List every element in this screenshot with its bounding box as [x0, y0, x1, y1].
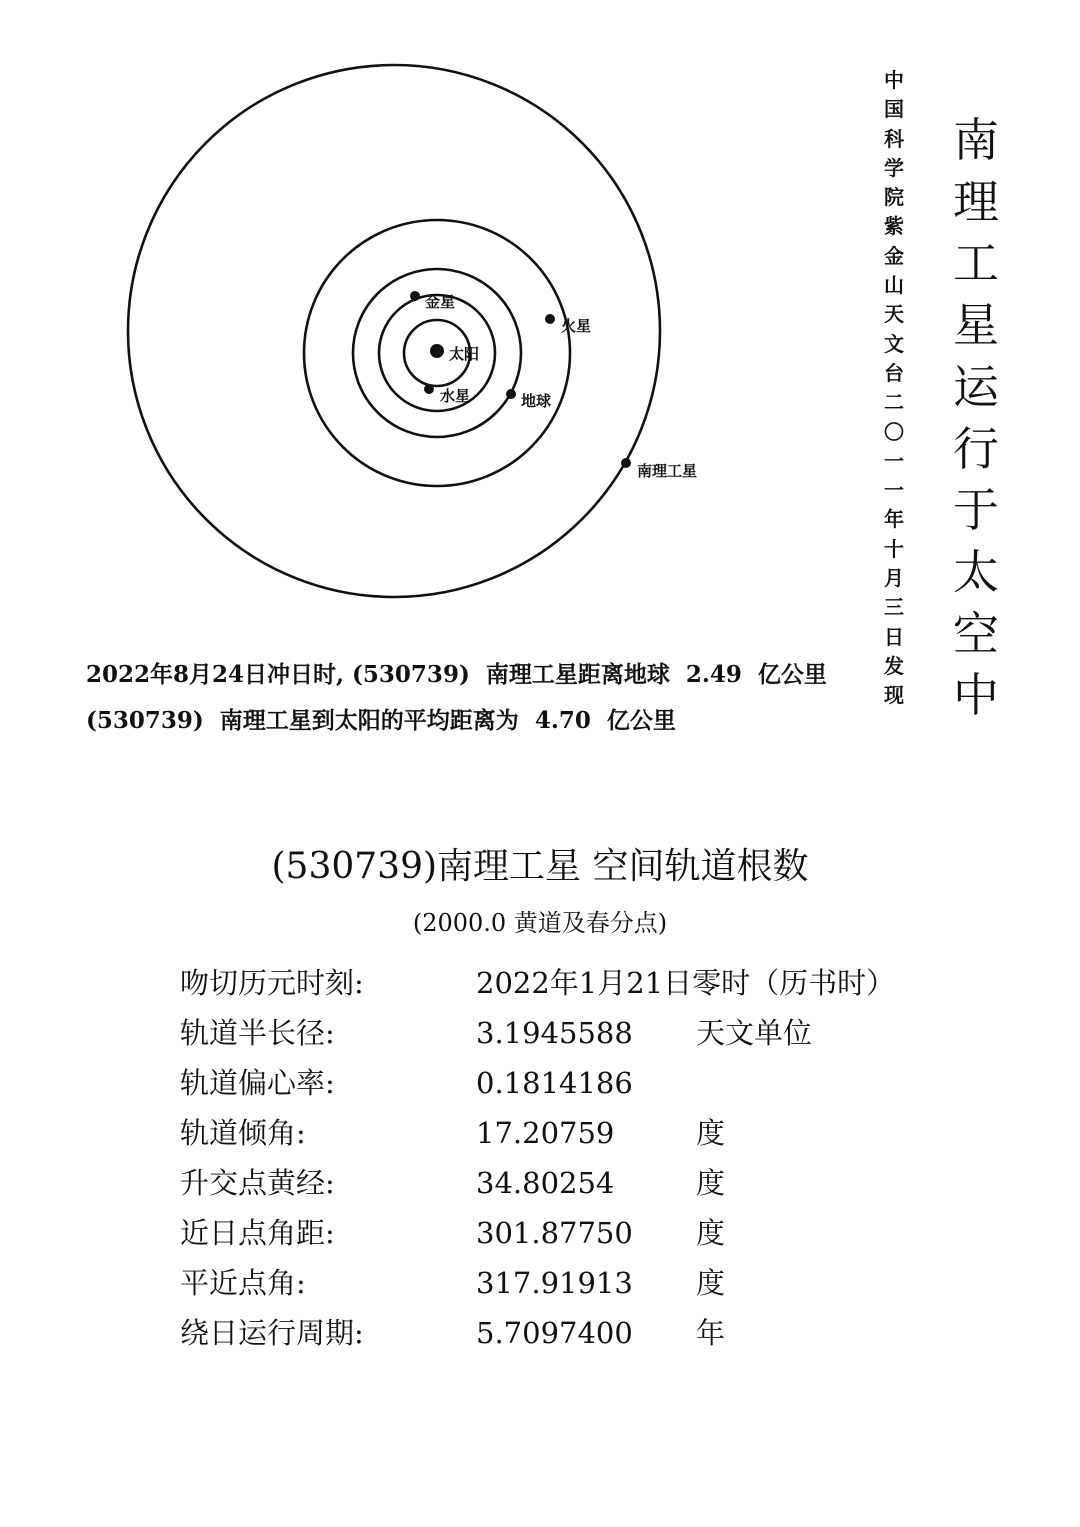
vertical-title-char: 行	[953, 421, 999, 476]
sun-label: 太阳	[449, 345, 480, 363]
table-row	[180, 1008, 980, 1058]
table-row	[180, 1058, 980, 1108]
planet-dot-mercury	[424, 384, 434, 394]
vertical-title-char: 星	[953, 298, 999, 353]
vertical-title	[944, 110, 1008, 727]
vertical-subtitle-char: 科	[884, 126, 904, 151]
vertical-title-char: 南	[953, 113, 999, 167]
planet-dot-venus	[410, 291, 420, 301]
vertical-title-char: 理	[953, 174, 999, 229]
element-label: 吻切历元时刻:	[180, 966, 364, 1000]
orbital-elements-table	[180, 958, 980, 1358]
vertical-subtitle-char: 文	[884, 331, 904, 356]
table-row	[180, 1258, 980, 1308]
element-label: 平近点角:	[180, 1266, 306, 1300]
info-line-mean-distance: (530739) 南理工星到太阳的平均距离为 4.70 亿公里	[86, 707, 676, 734]
table-row	[180, 1308, 980, 1358]
element-value: 0.1814186	[476, 1066, 633, 1100]
vertical-subtitle-char: 日	[884, 624, 904, 649]
element-value: 301.87750	[476, 1216, 633, 1250]
vertical-subtitle-char: 金	[884, 243, 904, 268]
vertical-subtitle-char: 年	[884, 507, 904, 532]
orbital-elements-heading: (530739)南理工星 空间轨道根数	[271, 846, 809, 887]
element-label: 近日点角距:	[180, 1216, 335, 1250]
planet-label-earth: 地球	[521, 392, 552, 410]
vertical-subtitle-char: 一	[884, 478, 904, 503]
element-value: 3.1945588	[476, 1016, 633, 1050]
vertical-subtitle-char: 台	[884, 360, 904, 385]
orbital-elements-subheading: (2000.0 黄道及春分点)	[412, 909, 668, 937]
table-row	[180, 958, 980, 1008]
planet-dot-nanligong	[621, 458, 631, 468]
element-label: 绕日运行周期:	[180, 1316, 364, 1350]
element-unit: 年	[696, 1316, 726, 1350]
element-unit: 度	[696, 1216, 726, 1250]
vertical-subtitle-char: 紫	[884, 214, 904, 239]
vertical-subtitle-char: 月	[884, 566, 904, 591]
vertical-title-char: 运	[953, 359, 999, 414]
vertical-subtitle-char: 一	[884, 448, 904, 473]
planet-label-mercury: 水星	[440, 387, 471, 405]
element-unit: 度	[696, 1266, 726, 1300]
element-value: 2022年1月21日零时（历书时）	[476, 966, 896, 1000]
orbit-diagram	[0, 0, 860, 620]
vertical-discovery-note	[876, 66, 912, 711]
vertical-subtitle-char: 现	[884, 683, 904, 708]
vertical-subtitle-char: 中	[884, 68, 904, 92]
element-label: 轨道半长径:	[180, 1016, 335, 1050]
planet-label-venus: 金星	[425, 293, 456, 311]
element-unit: 天文单位	[696, 1016, 813, 1050]
vertical-subtitle-char: 三	[884, 595, 904, 620]
sun-dot	[430, 344, 444, 358]
vertical-subtitle-char: 〇	[884, 419, 904, 444]
element-value: 17.20759	[476, 1116, 615, 1150]
vertical-title-char: 中	[953, 668, 999, 723]
table-row	[180, 1158, 980, 1208]
vertical-subtitle-char: 十	[884, 536, 904, 561]
element-label: 升交点黄经:	[180, 1166, 335, 1200]
vertical-title-char: 太	[953, 544, 999, 599]
info-line-opposition-distance: 2022年8月24日冲日时, (530739) 南理工星距离地球 2.49 亿公里	[86, 661, 827, 688]
element-value: 5.7097400	[476, 1316, 633, 1350]
element-label: 轨道偏心率:	[180, 1066, 335, 1100]
vertical-subtitle-char: 院	[884, 185, 904, 210]
vertical-subtitle-char: 天	[884, 302, 904, 327]
element-label: 轨道倾角:	[180, 1116, 306, 1150]
vertical-title-char: 工	[953, 236, 999, 291]
vertical-subtitle-char: 山	[884, 273, 904, 298]
element-unit: 度	[696, 1166, 726, 1200]
table-row	[180, 1108, 980, 1158]
planet-label-mars: 火星	[561, 317, 592, 335]
planet-dot-mars	[545, 314, 555, 324]
element-value: 317.91913	[476, 1266, 633, 1300]
element-value: 34.80254	[476, 1166, 615, 1200]
vertical-title-char: 空	[953, 606, 999, 661]
vertical-subtitle-char: 二	[884, 390, 904, 415]
planet-label-nanligong: 南理工星	[637, 462, 698, 480]
vertical-subtitle-char: 国	[884, 97, 904, 122]
table-row	[180, 1208, 980, 1258]
vertical-subtitle-char: 学	[884, 155, 904, 180]
vertical-subtitle-char: 发	[884, 653, 904, 678]
vertical-title-char: 于	[953, 483, 999, 538]
element-unit: 度	[696, 1116, 726, 1150]
planet-dot-earth	[506, 389, 516, 399]
